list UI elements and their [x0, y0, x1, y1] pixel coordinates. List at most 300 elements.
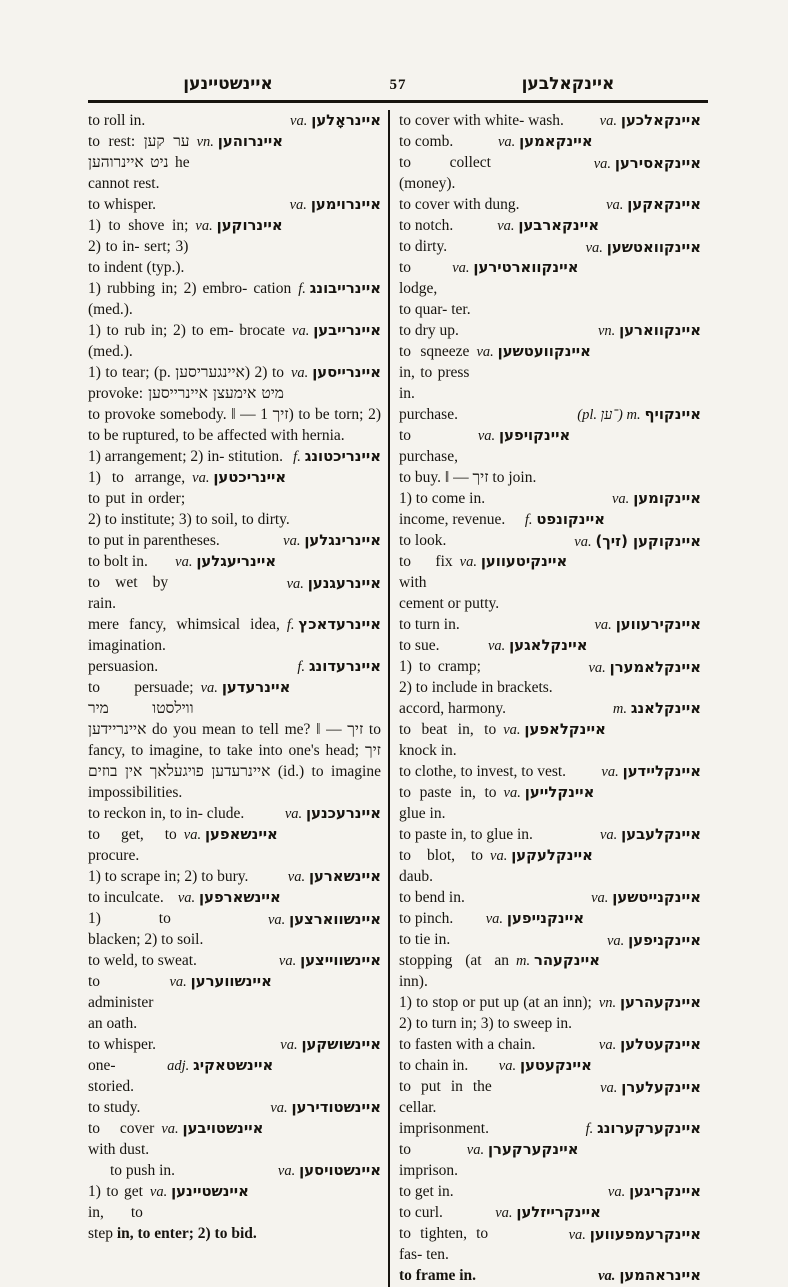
entry-headword-group	[486, 908, 584, 930]
entry-headword-group	[504, 782, 595, 804]
entry-definition: 1) rubbing in; 2) embro- cation (med.).	[88, 280, 292, 318]
entry-headword-group	[495, 1202, 601, 1224]
entry-definition: one-storied.	[88, 1057, 135, 1095]
dictionary-entry	[88, 866, 381, 887]
entry-definition: to chain in.	[399, 1057, 469, 1074]
dictionary-entry	[88, 971, 381, 1034]
entry-definition: to get, to procure.	[88, 826, 177, 864]
dictionary-entry	[399, 131, 701, 152]
entry-headword-group	[476, 341, 591, 363]
dictionary-entry	[399, 719, 701, 761]
entry-grammar-tag: va.	[606, 933, 625, 949]
entry-headword-group	[598, 1265, 701, 1287]
entry-headword-group	[201, 677, 291, 699]
entry-definition: to dry up.	[399, 322, 459, 339]
entry-definition: to sqneeze in, to press in.	[399, 343, 470, 402]
entry-definition: imprisonment.	[399, 1120, 489, 1137]
entry-definition: to tie in.	[399, 931, 451, 948]
dictionary-entry	[399, 1265, 701, 1286]
entry-headword: איינקנייטשען	[612, 889, 701, 906]
dictionary-entry	[88, 215, 381, 278]
entry-definition: 1) to shove in; 2) to in- sert; 3) to indent (typ.).	[88, 217, 189, 276]
entry-headword: איינרעדאכץ	[298, 616, 381, 633]
entry-headword: איינקלאגען	[509, 637, 588, 654]
entry-headword: איינרייבען	[313, 322, 381, 339]
entry-headword: איינקרעמפעווען	[589, 1226, 701, 1243]
entry-grammar-tag: va.	[476, 344, 494, 360]
entry-grammar-tag: va.	[459, 554, 477, 570]
page-header	[88, 74, 708, 100]
dictionary-entry	[399, 824, 701, 845]
entry-headword-group	[268, 909, 381, 931]
entry-headword: איינשטאקיג	[193, 1057, 274, 1074]
entry-headword: איינרייסען	[312, 364, 381, 381]
entry-headword: איינקריגען	[629, 1183, 701, 1200]
entry-grammar-tag: va.	[497, 134, 516, 150]
dictionary-entry	[399, 845, 701, 887]
entry-headword-group	[606, 194, 701, 216]
entry-headword-group	[150, 1181, 249, 1203]
entry-headword-group	[600, 1077, 701, 1099]
entry-headword: איינקרייזלען	[516, 1204, 601, 1221]
dictionary-entry	[88, 1097, 381, 1118]
entry-definition: 1) to come in.	[399, 490, 486, 507]
dictionary-entry	[88, 887, 381, 908]
entry-headword: איינקונפט	[536, 511, 605, 528]
dictionary-entry	[88, 1118, 381, 1160]
entry-grammar-tag: f.	[585, 1121, 594, 1137]
entry-definition: 1) to rub in; 2) to em- brocate (med.).	[88, 322, 286, 360]
entry-grammar-tag: va.	[452, 260, 470, 276]
entry-headword-group	[600, 110, 701, 132]
dictionary-entry	[88, 278, 381, 320]
dictionary-entry	[399, 110, 701, 131]
entry-definition: mere fancy, whimsical idea, imagination.	[88, 616, 280, 654]
entry-definition: to administer an oath.	[88, 973, 154, 1032]
entry-grammar-tag: va.	[267, 912, 286, 928]
entry-headword: איינקניפען	[628, 932, 701, 949]
entry-definition: 1) to scrape in; 2) to bury.	[88, 868, 249, 885]
entry-grammar-tag: va.	[485, 911, 504, 927]
dictionary-entry	[88, 530, 381, 551]
entry-definition: to comb.	[399, 133, 454, 150]
entry-definition: 1) to cramp; 2) to include in brackets.	[399, 658, 553, 696]
entry-grammar-tag: va.	[290, 113, 308, 129]
dictionary-entry	[399, 215, 701, 236]
entry-headword: איינקנייפען	[506, 910, 585, 927]
entry-grammar-tag: va.	[195, 218, 213, 234]
entry-grammar-tag: va.	[283, 533, 301, 549]
entry-grammar-tag: va.	[490, 848, 508, 864]
entry-definition: to weld, to sweat.	[88, 952, 197, 969]
entry-headword: איינקעטען	[519, 1057, 592, 1074]
entry-grammar-tag: va.	[503, 722, 521, 738]
entry-definition: 1) arrangement; 2) in- stitution.	[88, 448, 283, 465]
entry-headword: איינרוימען	[310, 196, 381, 213]
entry-headword: איינקערקערן	[487, 1141, 579, 1158]
entry-headword: איינרעכנען	[306, 805, 381, 822]
entry-definition: to pinch.	[399, 910, 454, 927]
entry-definition: purchase.	[399, 406, 458, 423]
entry-headword: איינרייבונג	[309, 280, 381, 297]
dictionary-entry	[399, 1181, 701, 1202]
dictionary-entry	[399, 425, 701, 488]
entry-headword: איינשווארצען	[289, 911, 381, 928]
entry-headword: איינקעהרען	[620, 994, 701, 1011]
entry-grammar-tag: va.	[498, 1058, 517, 1074]
entry-headword: איינריכטען	[213, 469, 287, 486]
entry-headword-group	[197, 131, 283, 153]
entry-grammar-tag: va.	[286, 576, 304, 592]
entry-headword: איינקאמען	[519, 133, 593, 150]
entry-definition: stopping (at an inn).	[399, 952, 509, 990]
running-head-left: איינשטיינען	[183, 74, 273, 94]
entry-definition: to cover with white- wash.	[399, 112, 564, 129]
entry-definition-bold: in, to enter; 2) to bid.	[116, 1225, 257, 1242]
entry-definition: to dirty.	[399, 238, 448, 255]
entry-definition: to get in.	[399, 1183, 454, 1200]
entry-headword-group	[516, 950, 600, 972]
dictionary-entry	[88, 131, 381, 194]
entry-definition: to paste in, to glue in.	[399, 784, 497, 822]
entry-definition: 1) to tear; (p. איינגעריסען) 2) to provoke: מיט אימעצן איינרייסען to provoke somebody. ‖ — זיך 1) to be torn; 2) to be ruptured, to be affected with hernia.	[88, 364, 381, 444]
entry-headword-group	[612, 488, 701, 510]
entry-grammar-tag: va.	[291, 365, 309, 381]
entry-headword-group	[298, 278, 381, 300]
entry-headword-group	[288, 866, 381, 888]
entry-headword: איינשטויבען	[182, 1120, 264, 1137]
entry-headword: איינקוואטשען	[606, 239, 701, 256]
entry-definition: to bend in.	[399, 889, 465, 906]
entry-grammar-tag: vn.	[598, 995, 617, 1011]
dictionary-entry	[399, 614, 701, 635]
entry-headword: איינריכטונג	[304, 448, 381, 465]
entry-grammar-tag: va.	[277, 1163, 296, 1179]
column-left	[88, 110, 388, 1287]
dictionary-entry	[399, 551, 701, 614]
dictionary-entry	[88, 803, 381, 824]
entry-grammar-tag: m.	[612, 701, 627, 717]
dictionary-entry	[399, 782, 701, 824]
entry-headword-group	[490, 845, 593, 867]
entry-headword-group	[607, 930, 701, 952]
entry-definition: to push in.	[110, 1162, 176, 1179]
entry-headword-group	[285, 803, 381, 825]
entry-headword: איינראהמען	[619, 1267, 701, 1284]
dictionary-entry	[88, 1034, 381, 1055]
entry-headword-group	[280, 1034, 381, 1056]
entry-headword-group	[287, 614, 381, 636]
entry-headword-group	[497, 215, 599, 237]
entry-headword-group	[291, 362, 381, 384]
dictionary-entry	[88, 1160, 381, 1181]
entry-headword-group	[499, 1055, 592, 1077]
entry-headword: איינקווארען	[619, 322, 701, 339]
entry-headword-group	[297, 656, 381, 678]
entry-definition: 1) to get in, to step	[88, 1183, 143, 1242]
entry-definition: persuasion.	[88, 658, 159, 675]
entry-headword-group	[574, 531, 701, 553]
dictionary-entry	[88, 551, 381, 572]
dictionary-entry	[88, 1181, 381, 1244]
entry-grammar-tag: va.	[497, 218, 515, 234]
entry-headword-group	[594, 153, 701, 175]
entry-definition: to sue.	[399, 637, 440, 654]
entry-headword: איינריעגלען	[196, 553, 277, 570]
entry-headword-group	[175, 551, 276, 573]
entry-definition: to fasten with a chain.	[399, 1036, 536, 1053]
dictionary-entry	[88, 362, 381, 446]
entry-grammar-tag: va.	[280, 1037, 298, 1053]
entry-definition: to cover with dung.	[399, 196, 520, 213]
entry-headword-group	[503, 719, 606, 741]
entry-grammar-tag: va.	[600, 1080, 618, 1096]
dictionary-entry	[399, 656, 701, 698]
entry-grammar-tag: va.	[606, 197, 624, 213]
entry-headword-group	[601, 761, 701, 783]
entry-grammar-tag: va.	[175, 554, 193, 570]
entry-grammar-tag: va.	[161, 1121, 179, 1137]
entry-definition: to beat in, to knock in.	[399, 721, 497, 759]
entry-headword-group	[290, 194, 381, 216]
entry-grammar-tag: (pl. ־ען) m.	[577, 407, 641, 423]
entry-headword: איינקיטעווען	[480, 553, 568, 570]
entry-headword-group	[256, 1160, 381, 1182]
dictionary-entry	[88, 677, 381, 803]
entry-definition: to persuade; ווילסטו מיר איינריידען do you mean to tell me? ‖ — זיך to fancy, to imagine, to take into one's head; זיך איינרעדען פויגעלאך אין בוזים (id.) to imagine impossibilities.	[88, 679, 381, 801]
entry-headword-group	[192, 467, 286, 489]
dictionary-entry	[399, 635, 701, 656]
entry-headword: איינקלעבען	[621, 826, 701, 843]
entry-grammar-tag: f.	[298, 281, 306, 297]
entry-headword: איינרעגנען	[307, 575, 381, 592]
dictionary-entry	[88, 824, 381, 866]
entry-headword: איינקוועטשען	[497, 343, 591, 360]
entry-grammar-tag: va.	[585, 240, 603, 256]
dictionary-entry	[399, 908, 701, 929]
header-rule	[88, 100, 708, 103]
entry-headword-group	[586, 237, 701, 259]
entry-grammar-tag: va.	[598, 1268, 616, 1284]
entry-definition: to lodge, to quar- ter.	[399, 259, 471, 318]
entry-headword-group	[569, 1224, 701, 1246]
entry-grammar-tag: adj.	[167, 1058, 190, 1074]
entry-grammar-tag: va.	[200, 680, 218, 696]
dictionary-entry	[88, 320, 381, 362]
entry-definition: to clothe, to invest, to vest.	[399, 763, 567, 780]
entry-definition: to turn in.	[399, 616, 460, 633]
entry-headword: איינראָלען	[311, 112, 381, 129]
entry-headword: איינשושקען	[301, 1036, 381, 1053]
dictionary-entry	[399, 530, 701, 551]
dictionary-entry	[399, 152, 701, 194]
entry-definition: to fix with cement or putty.	[399, 553, 500, 612]
entry-definition: to tighten, to fas- ten.	[399, 1225, 489, 1263]
dictionary-entry	[88, 656, 381, 677]
entry-grammar-tag: va.	[183, 827, 202, 843]
entry-grammar-tag: va.	[487, 638, 506, 654]
entry-headword: איינקוקען (זיך)	[595, 533, 701, 550]
entry-headword-group	[595, 614, 702, 636]
entry-definition: to put in parentheses.	[88, 532, 220, 549]
entry-grammar-tag: va.	[149, 1184, 168, 1200]
dictionary-entry	[399, 929, 701, 950]
entry-headword-group	[467, 1139, 579, 1161]
entry-grammar-tag: va.	[287, 869, 306, 885]
entry-definition: to paste in, to glue in.	[399, 826, 533, 843]
entry-grammar-tag: vn.	[196, 134, 214, 150]
entry-grammar-tag: va.	[477, 428, 496, 444]
dictionary-entry	[88, 194, 381, 215]
entry-headword: איינקלאנג	[630, 700, 701, 717]
dictionary-entry	[399, 1076, 701, 1118]
entry-grammar-tag: va.	[289, 197, 307, 213]
entry-headword-group	[169, 971, 271, 993]
entry-headword-group	[161, 1118, 263, 1140]
dictionary-entry	[399, 1223, 701, 1265]
dictionary-entry	[399, 1055, 701, 1076]
entry-headword: איינרינגלען	[304, 532, 381, 549]
dictionary-entry	[88, 446, 381, 467]
entry-headword-group	[599, 1034, 701, 1056]
entry-headword: איינרעדען	[221, 679, 291, 696]
dictionary-entry	[88, 1055, 381, 1097]
entry-definition: to roll in.	[88, 112, 146, 129]
page-number: 57	[389, 77, 407, 93]
entry-headword: איינקליידען	[622, 763, 701, 780]
dictionary-entry	[399, 1139, 701, 1181]
entry-headword-group	[287, 573, 381, 595]
entry-grammar-tag: va.	[574, 534, 592, 550]
dictionary-entry	[399, 761, 701, 782]
running-head-right: איינקאלבען	[521, 74, 615, 94]
dictionary-entry	[399, 887, 701, 908]
entry-headword-group	[608, 1181, 701, 1203]
entry-headword-group	[588, 657, 701, 679]
entry-grammar-tag: va.	[169, 974, 187, 990]
entry-headword-group	[292, 320, 381, 342]
entry-headword-group	[293, 446, 381, 468]
entry-definition: 1) to arrange, to put in order; 2) to institute; 3) to soil, to dirty.	[88, 469, 290, 528]
entry-headword-group	[613, 698, 701, 720]
entry-grammar-tag: va.	[568, 1227, 586, 1243]
entry-headword: איינקעלערן	[621, 1079, 701, 1096]
entry-definition: to rest: ער קען ניט איינרוהען he cannot rest.	[88, 133, 190, 192]
entry-grammar-tag: va.	[177, 890, 196, 906]
entry-definition: accord, harmony.	[399, 700, 507, 717]
entry-definition: to cover with dust.	[88, 1120, 155, 1158]
entry-grammar-tag: va.	[270, 1100, 288, 1116]
entry-headword-group	[195, 215, 282, 237]
entry-headword: איינקויפען	[499, 427, 571, 444]
entry-headword-group	[478, 425, 570, 447]
entry-grammar-tag: va.	[292, 323, 310, 339]
entry-grammar-tag: va.	[192, 470, 210, 486]
entry-headword: איינקלאמערן	[609, 659, 701, 676]
entry-grammar-tag: m.	[515, 953, 531, 969]
dictionary-entry	[88, 950, 381, 971]
dictionary-entry	[88, 467, 381, 530]
entry-definition: to purchase, to buy. ‖ — זיך to join.	[399, 427, 537, 486]
entry-headword: איינשווייצען	[300, 952, 381, 969]
entry-definition: to curl.	[399, 1204, 443, 1221]
entry-headword-group	[279, 950, 381, 972]
entry-headword: איינרעדונג	[308, 658, 381, 675]
dictionary-body	[88, 110, 708, 1287]
dictionary-entry	[399, 320, 701, 341]
entry-headword-group	[600, 824, 701, 846]
entry-headword-group	[498, 131, 593, 153]
dictionary-entry	[399, 236, 701, 257]
entry-headword: איינשווערען	[190, 973, 272, 990]
entry-definition: to bolt in.	[88, 553, 148, 570]
entry-headword: איינקערקערונג	[597, 1120, 701, 1137]
entry-grammar-tag: f.	[524, 512, 533, 528]
entry-headword: איינקאקען	[627, 196, 701, 213]
entry-grammar-tag: va.	[607, 1184, 626, 1200]
entry-grammar-tag: va.	[601, 764, 619, 780]
entry-headword: איינקארבען	[518, 217, 600, 234]
entry-grammar-tag: va.	[594, 617, 612, 633]
entry-headword-group	[167, 1055, 273, 1077]
entry-grammar-tag: va.	[284, 806, 303, 822]
entry-grammar-tag: va.	[466, 1142, 485, 1158]
entry-headword-group	[525, 509, 605, 531]
entry-headword: איינקאסירען	[614, 155, 701, 172]
entry-definition: to look.	[399, 532, 447, 549]
dictionary-entry	[88, 572, 381, 614]
dictionary-entry	[399, 404, 701, 425]
entry-headword-group	[577, 404, 701, 426]
entry-grammar-tag: va.	[612, 491, 630, 507]
entry-definition: to collect (money).	[399, 154, 491, 192]
entry-headword-group	[283, 530, 381, 552]
entry-definition: to whisper.	[88, 1036, 157, 1053]
dictionary-entry	[399, 509, 701, 530]
column-right	[390, 110, 701, 1287]
dictionary-entry	[399, 1202, 701, 1223]
entry-headword-group	[178, 887, 281, 909]
dictionary-entry	[399, 488, 701, 509]
entry-grammar-tag: f.	[297, 659, 306, 675]
entry-headword: איינרוהען	[217, 133, 284, 150]
entry-grammar-tag: va.	[593, 156, 611, 172]
entry-grammar-tag: va.	[495, 1205, 513, 1221]
entry-headword-group	[460, 551, 568, 573]
dictionary-entry	[399, 1118, 701, 1139]
entry-headword-group	[290, 110, 381, 132]
dictionary-entry	[399, 194, 701, 215]
entry-headword: איינקויף	[644, 406, 701, 423]
entry-grammar-tag: va.	[503, 785, 521, 801]
entry-grammar-tag: va.	[588, 660, 606, 676]
entry-headword-group	[591, 887, 701, 909]
entry-grammar-tag: va.	[278, 953, 297, 969]
entry-headword-group	[586, 1118, 701, 1140]
entry-definition: to frame in.	[399, 1267, 477, 1284]
entry-definition: to wet by rain.	[88, 574, 169, 612]
entry-headword: איינקירעווען	[615, 616, 701, 633]
entry-definition: to imprison.	[399, 1141, 458, 1179]
entry-headword-group	[452, 257, 578, 279]
entry-headword: איינקעהר	[533, 952, 600, 969]
entry-headword: איינשארפען	[199, 889, 281, 906]
entry-definition: 1) to stop or put up (at an inn); 2) to turn in; 3) to sweep in.	[399, 994, 592, 1032]
entry-headword: איינשטיינען	[171, 1183, 249, 1200]
entry-headword-group	[270, 1097, 381, 1119]
entry-definition: to inculcate.	[88, 889, 164, 906]
entry-definition: to reckon in, to in- clude.	[88, 805, 245, 822]
